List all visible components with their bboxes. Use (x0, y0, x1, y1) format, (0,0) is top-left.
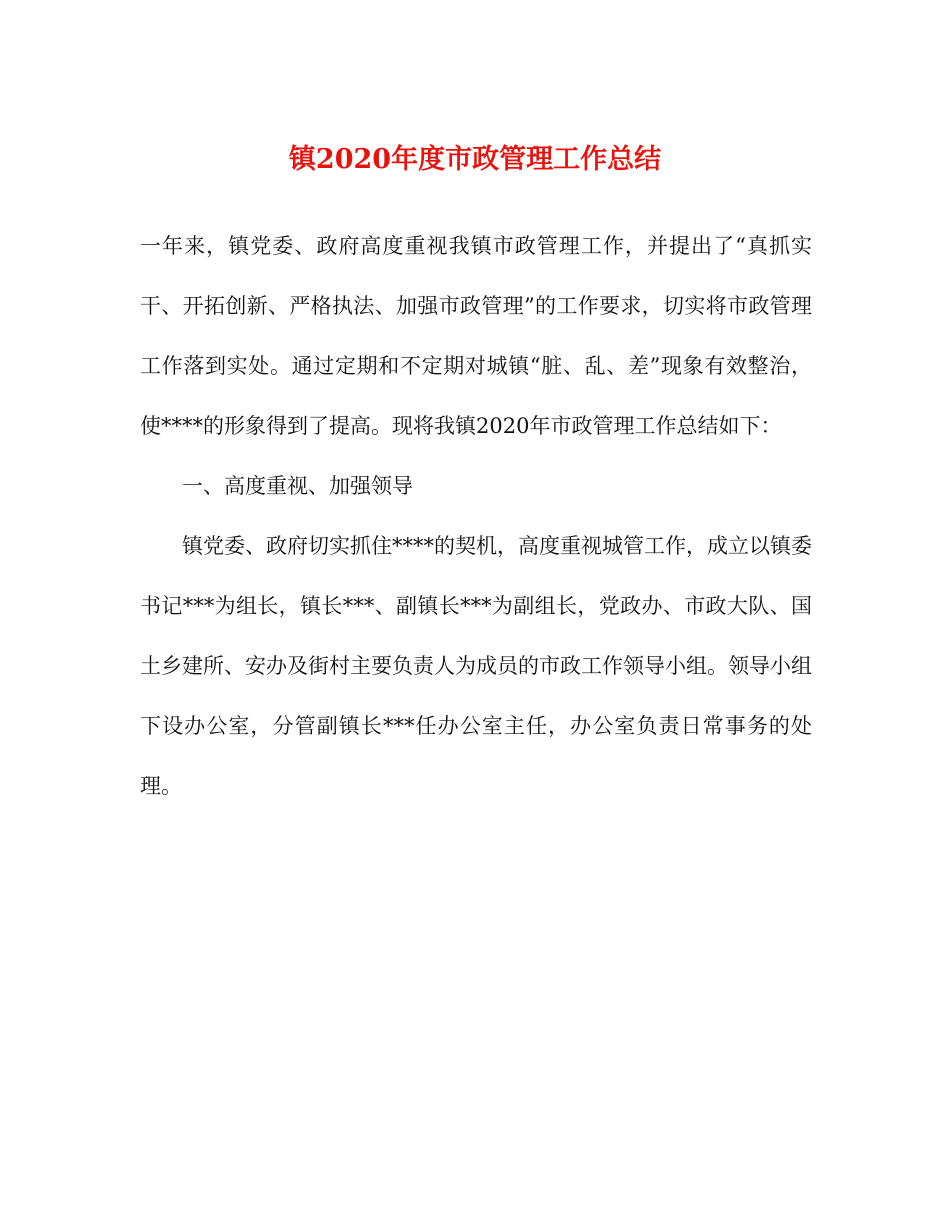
paragraph-intro: 一年来，镇党委、政府高度重视我镇市政管理工作，并提出了“真抓实干、开拓创新、严格执法、加强市政管理”的工作要求，切实将市政管理工作落到实处。通过定期和不定期对城镇“脏、乱、差”现象有效整治，使****的形象得到了提高。现将我镇2020年市政管理工作总结如下： (140, 234, 812, 438)
document-body (140, 216, 812, 816)
paragraph-section-1: 镇党委、政府切实抓住****的契机，高度重视城管工作，成立以镇委书记***为组长，镇长***、副镇长***为副组长，党政办、市政大队、国土乡建所、安办及街村主要负责人为成员的市政工作领导小组。领导小组下设办公室，分管副镇长***任办公室主任，办公室负责日常事务的处理。 (140, 534, 812, 798)
document-title: 镇2020年度市政管理工作总结 (288, 144, 662, 175)
section-heading-1: 一、高度重视、加强领导 (182, 474, 413, 498)
